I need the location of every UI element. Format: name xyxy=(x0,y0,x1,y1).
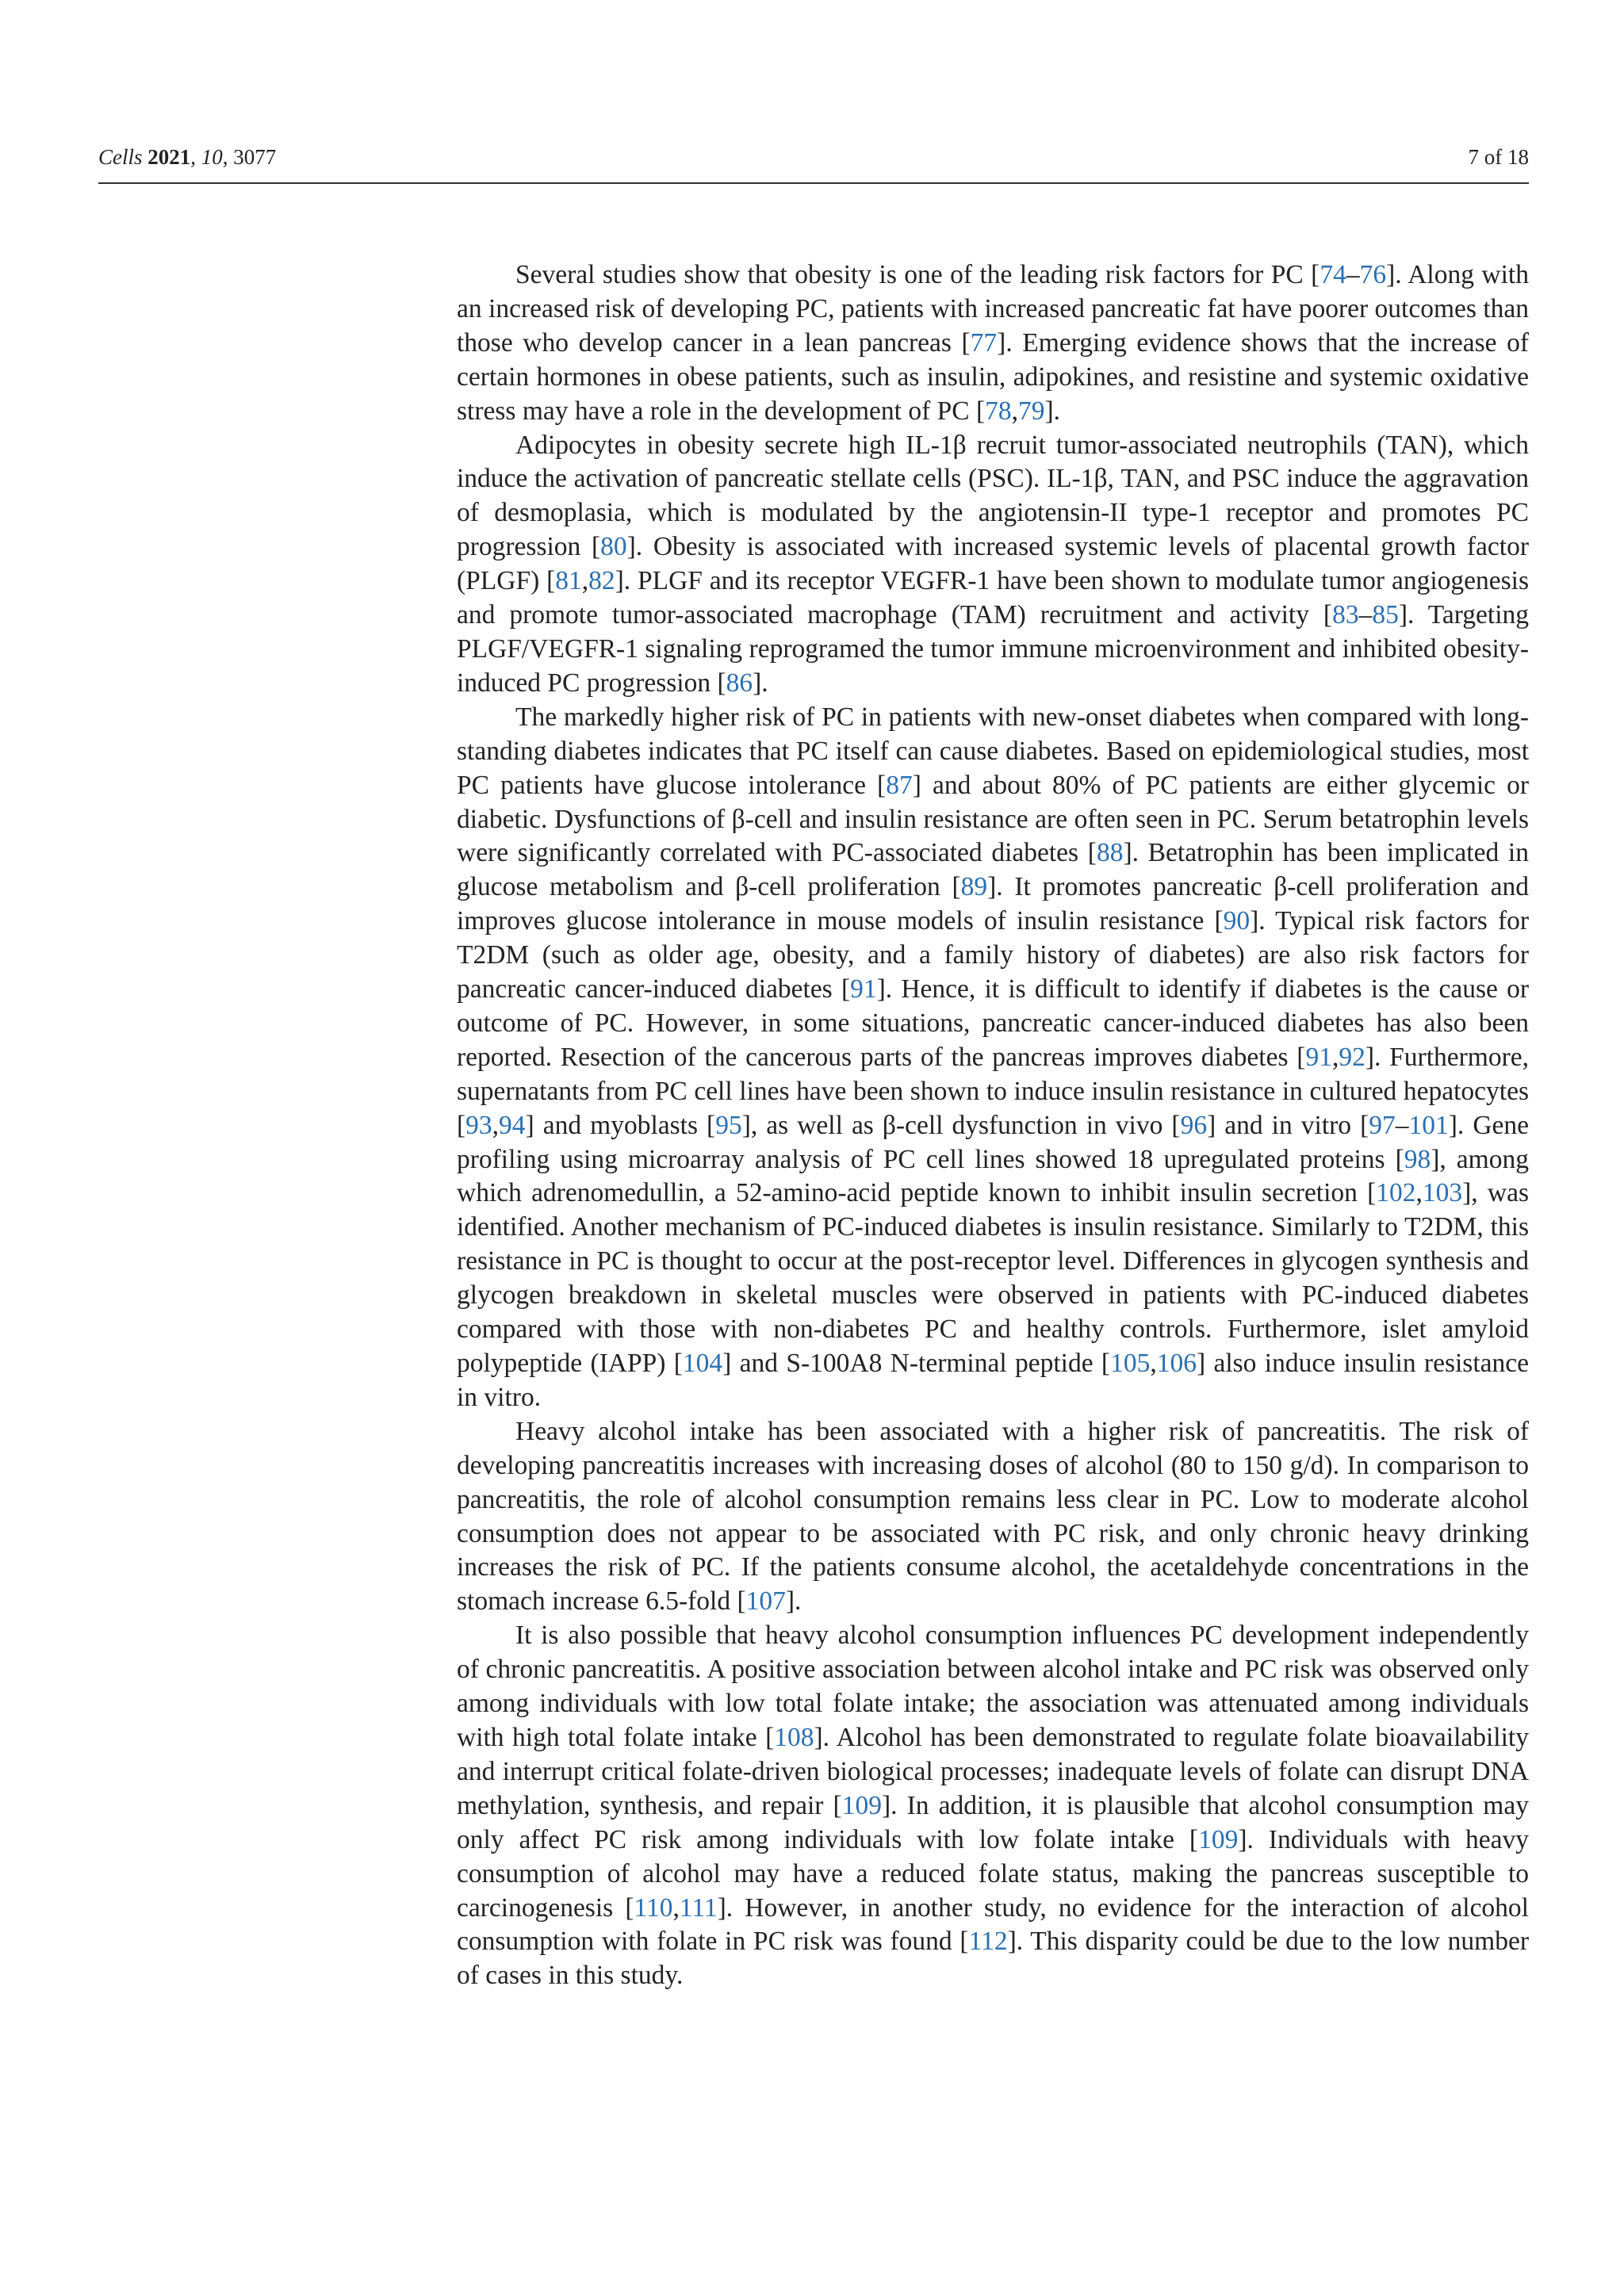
citation-link[interactable]: 80 xyxy=(600,532,627,562)
running-header xyxy=(98,141,1529,173)
citation-link[interactable]: 91 xyxy=(850,974,877,1004)
paragraph-text: , xyxy=(1415,1178,1423,1208)
citation-link[interactable]: 96 xyxy=(1180,1110,1208,1140)
citation-link[interactable]: 76 xyxy=(1359,260,1387,289)
citation-link[interactable]: 94 xyxy=(499,1110,526,1140)
paragraph-text: ]. Gene profiling using microarray analysis of PC cell lines showed 18 upregulated proteins [ xyxy=(457,1110,1530,1174)
citation-link[interactable]: 109 xyxy=(841,1790,882,1820)
paragraph-text: ], was identified. Another mechanism of PC-induced diabetes is insulin resistance. Similarly to T2DM, this resistance in PC is thought to occur at the post-receptor level. Differences in glycogen synthesis and glycogen breakdown in skeletal muscles were observed in patients with PC-induced diabetes compared with those with non-diabetes PC and healthy controls. Furthermore, islet amyloid polypeptide (IAPP) [ xyxy=(457,1178,1529,1378)
paragraph-text: ]. Furthermore, supernatants from PC cell lines have been shown to induce insulin resistance in cultured hepatocytes [ xyxy=(457,1042,1529,1140)
paragraph-text: ]. xyxy=(785,1586,802,1617)
paragraph-text: ]. In addition, it is plausible that alcohol consumption may only affect PC risk among individuals with low folate intake [ xyxy=(457,1790,1529,1854)
paragraph-text: ]. Individuals with heavy consumption of alcohol may have a reduced folate status, making the pancreas susceptible to carcinogenesis [ xyxy=(457,1824,1529,1923)
citation-link[interactable]: 81 xyxy=(555,566,582,596)
paragraph-text: – xyxy=(1395,1110,1409,1140)
citation-link[interactable]: 97 xyxy=(1369,1110,1396,1140)
paragraph-text: Adipocytes in obesity secrete high IL-1β recruit tumor-associated neutrophils (TAN), which induce the activation of pancreatic stellate cells (PSC). IL-1β, TAN, and PSC induce the aggravation of desmoplasia, which is modulated by the angiotensin-II type-1 receptor and promotes PC progression [ xyxy=(457,430,1529,562)
paragraph-text: ], among which adrenomedullin, a 52-amino-acid peptide known to inhibit insulin secretion [ xyxy=(457,1144,1529,1208)
citation-link[interactable]: 83 xyxy=(1332,600,1359,630)
citation-link[interactable]: 95 xyxy=(715,1110,742,1140)
paragraph-text: , xyxy=(1150,1349,1157,1378)
citation-link[interactable]: 93 xyxy=(465,1110,492,1140)
citation-link[interactable]: 90 xyxy=(1223,906,1251,936)
paragraph-text: ]. Alcohol has been demonstrated to regulate folate bioavailability and interrupt critical folate-driven biological processes; inadequate levels of folate can disrupt DNA methylation, synthesis, and repair [ xyxy=(457,1722,1529,1820)
citation-link[interactable]: 101 xyxy=(1408,1110,1449,1140)
journal-name: Cells xyxy=(98,145,143,169)
paragraph-text: , xyxy=(672,1892,680,1923)
citation-link[interactable]: 78 xyxy=(985,396,1012,426)
journal-year: 2021 xyxy=(147,145,191,169)
paragraph-text: It is also possible that heavy alcohol consumption influences PC development independently of chronic pancreatitis. A positive association between alcohol intake and PC risk was observed only among individuals with low total folate intake; the association was attenuated among individuals with high total folate intake [ xyxy=(457,1621,1529,1752)
paragraph-text: ] and S-100A8 N-terminal peptide [ xyxy=(722,1349,1111,1378)
journal-citation: Cells 2021, 10, 3077 xyxy=(98,145,277,169)
paragraph-text: ], as well as β-cell dysfunction in vivo [ xyxy=(741,1110,1181,1140)
paragraph-text: Heavy alcohol intake has been associated with a higher risk of pancreatitis. The risk of developing pancreatitis increases with increasing doses of alcohol (80 to 150 g/d). In comparison to pancreatitis, the role of alcohol consumption remains less clear in PC. Low to moderate alcohol consumption does not appear to be associated with PC risk, and only chronic heavy drinking increases the risk of PC. If the patients consume alcohol, the acetaldehyde concentrations in the stomach increase 6.5-fold [ xyxy=(457,1416,1529,1617)
paragraph-text: ]. xyxy=(753,668,768,698)
citation-link[interactable]: 98 xyxy=(1404,1144,1431,1174)
paragraph-text: ]. Hence, it is difficult to identify if diabetes is the cause or outcome of PC. However, in some situations, pancreatic cancer-induced diabetes has also been reported. Resection of the cancerous parts of the pancreas improves diabetes [ xyxy=(457,974,1529,1072)
paragraph-text: The markedly higher risk of PC in patients with new-onset diabetes when compared with long-standing diabetes indicates that PC itself can cause diabetes. Based on epidemiological studies, most PC patients have glucose intolerance [ xyxy=(457,702,1529,800)
citation-link[interactable]: 106 xyxy=(1156,1349,1197,1378)
paragraph-text: ] and in vitro [ xyxy=(1207,1110,1369,1140)
paragraph-diabetes xyxy=(457,701,1529,1415)
citation-link[interactable]: 112 xyxy=(968,1927,1008,1957)
paragraph-text: , xyxy=(1011,396,1018,426)
citation-link[interactable]: 86 xyxy=(726,668,753,698)
paragraph-text: ]. Typical risk factors for T2DM (such as older age, obesity, and a family history of diabetes) are also risk factors for pancreatic cancer-induced diabetes [ xyxy=(457,906,1530,1004)
header-divider xyxy=(98,182,1529,184)
citation-link[interactable]: 91 xyxy=(1305,1042,1332,1072)
citation-link[interactable]: 74 xyxy=(1320,260,1346,289)
citation-link[interactable]: 79 xyxy=(1017,396,1045,426)
paragraph-text: ]. PLGF and its receptor VEGFR-1 have been shown to modulate tumor angiogenesis and promote tumor-associated macrophage (TAM) recruitment and activity [ xyxy=(457,566,1529,630)
paragraph-text: , xyxy=(492,1110,500,1140)
paragraph-text: , xyxy=(1331,1042,1339,1072)
paragraph-text: ] and about 80% of PC patients are either glycemic or diabetic. Dysfunctions of β-cell and insulin resistance are often seen in PC. Serum betatrophin levels were significantly correlated with PC-associated diabetes [ xyxy=(457,770,1530,868)
paragraph-text: ]. xyxy=(1044,396,1061,426)
paragraph-text: ]. It promotes pancreatic β-cell proliferation and improves glucose intolerance in mouse models of insulin resistance [ xyxy=(457,872,1529,936)
citation-link[interactable]: 105 xyxy=(1110,1349,1151,1378)
paragraph-alcohol xyxy=(457,1415,1529,1619)
paragraph-text: – xyxy=(1358,600,1373,630)
paragraph-text: ]. Obesity is associated with increased systemic levels of placental growth factor (PLGF) [ xyxy=(457,532,1529,596)
paragraph-text: – xyxy=(1346,260,1360,289)
citation-link[interactable]: 88 xyxy=(1096,838,1124,868)
article-body xyxy=(457,258,1529,1993)
paragraph-text: ]. This disparity could be due to the low number of cases in this study. xyxy=(457,1927,1529,1991)
paragraph-text: ]. Betatrophin has been implicated in glucose metabolism and β-cell proliferation [ xyxy=(457,838,1529,902)
paragraph-adipocytes xyxy=(457,429,1529,701)
page-number: 7 of 18 xyxy=(1468,145,1529,169)
citation-link[interactable]: 108 xyxy=(774,1722,814,1752)
citation-link[interactable]: 109 xyxy=(1198,1824,1239,1854)
paragraph-text: Several studies show that obesity is one of the leading risk factors for PC [ xyxy=(515,260,1320,289)
paragraph-text: ] and myoblasts [ xyxy=(525,1110,716,1140)
paragraph-text: ]. However, in another study, no evidence for the interaction of alcohol consumption with folate in PC risk was found [ xyxy=(457,1892,1529,1957)
citation-link[interactable]: 92 xyxy=(1339,1042,1365,1072)
paragraph-text: ] also induce insulin resistance in vitro. xyxy=(457,1349,1530,1412)
paragraph-folate xyxy=(457,1619,1529,1993)
paragraph-text: , xyxy=(581,566,589,596)
citation-link[interactable]: 85 xyxy=(1372,600,1399,630)
citation-link[interactable]: 102 xyxy=(1376,1178,1416,1208)
paragraph-text: ]. Emerging evidence shows that the increase of certain hormones in obese patients, such as insulin, adipokines, and resistine and systemic oxidative stress may have a role in the development of PC [ xyxy=(457,327,1529,426)
paragraph-text: ]. Along with an increased risk of developing PC, patients with increased pancreatic fat have poorer outcomes than those who develop cancer in a lean pancreas [ xyxy=(457,260,1529,358)
journal-volume: 10 xyxy=(201,145,223,169)
paragraph-obesity xyxy=(457,258,1529,429)
citation-link[interactable]: 111 xyxy=(679,1892,718,1923)
citation-link[interactable]: 77 xyxy=(970,327,998,358)
citation-link[interactable]: 104 xyxy=(682,1349,723,1378)
citation-link[interactable]: 89 xyxy=(960,872,988,902)
citation-link[interactable]: 87 xyxy=(886,770,913,800)
article-number: 3077 xyxy=(233,145,277,169)
paragraph-text: ]. Targeting PLGF/VEGFR-1 signaling reprogramed the tumor immune microenvironment and inhibited obesity-induced PC progression [ xyxy=(457,600,1529,698)
citation-link[interactable]: 82 xyxy=(588,566,615,596)
citation-link[interactable]: 110 xyxy=(634,1892,673,1923)
citation-link[interactable]: 107 xyxy=(745,1586,786,1617)
citation-link[interactable]: 103 xyxy=(1422,1178,1463,1208)
